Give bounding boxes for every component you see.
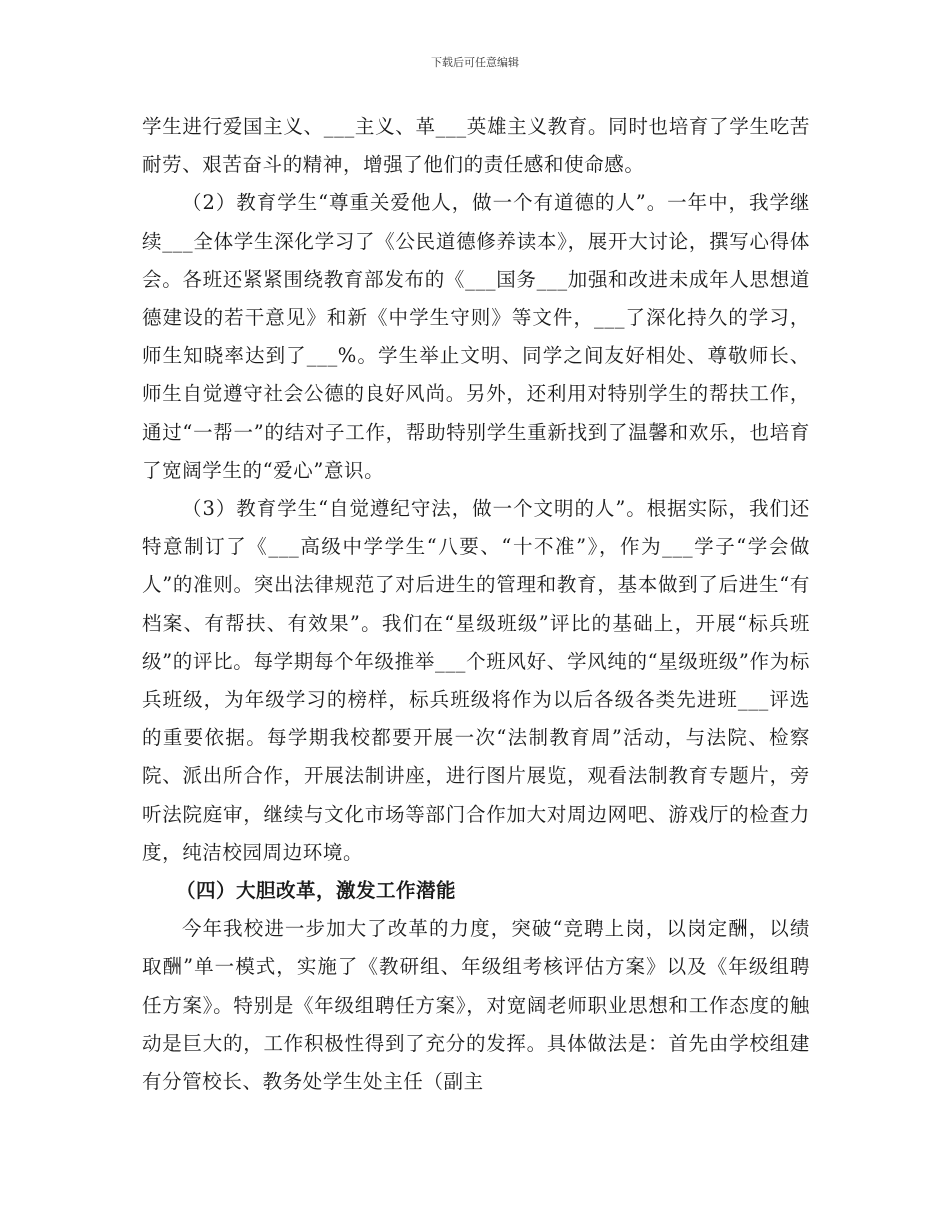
page-header: 下载后可任意编辑: [431, 56, 519, 69]
paragraph-law-education: （3）教育学生“自觉遵纪守法，做一个文明的人”。根据实际，我们还特意制订了《___高级中学学生“八要、“十不准”》，作为___学子“学会做人”的准则。突出法律规范了对后进生的管理和教育，基本做到了后进生“有档案、有帮扶、有效果”。我们在“星级班级”评比的基础上，开展“标兵班级”的评比。每学期每个年级推举___个班风好、学风纯的“星级班级”作为标兵班级，为年级学习的榜样，标兵班级将作为以后各级各类先进班___评选的重要依据。每学期我校都要开展一次“法制教育周”活动，与法院、检察院、派出所合作，开展法制讲座，进行图片展览，观看法制教育专题片，旁听法院庭审，继续与文化市场等部门合作加大对周边网吧、游戏厅的检查力度，纯洁校园周边环境。: [142, 497, 810, 864]
paragraph-reform: 今年我校进一步加大了改革的力度，突破“竞聘上岗，以岗定酬，以绩取酬”单一模式，实施了《教研组、年级组考核评估方案》以及《年级组聘任方案》。特别是《年级组聘任方案》，对宽阔老师职业思想和工作态度的触动是巨大的，工作积极性得到了充分的发挥。具体做法是：首先由学校组建有分管校长、教务处学生处主任（副主: [142, 917, 810, 1094]
section-heading-reform: （四）大胆改革，激发工作潜能: [176, 879, 457, 903]
paragraph-patriotism-education: 学生进行爱国主义、___主义、革___英雄主义教育。同时也培育了学生吃苦耐劳、艰苦奋斗的精神，增强了他们的责任感和使命感。: [142, 115, 810, 177]
document-body: [142, 108, 810, 1101]
paragraph-moral-education: （2）教育学生“尊重关爱他人，做一个有道德的人”。一年中，我学继续___全体学生深化学习了《公民道德修养读本》，展开大讨论，撰写心得体会。各班还紧紧围绕教育部发布的《___国务___加强和改进未成年人思想道德建设的若干意见》和新《中学生守则》等文件，___了深化持久的学习，师生知晓率达到了___%。学生举止文明、同学之间友好相处、尊敬师长、师生自觉遵守社会公德的良好风尚。另外，还利用对特别学生的帮扶工作，通过“一帮一”的结对子工作，帮助特别学生重新找到了温馨和欢乐，也培育了宽阔学生的“爱心”意识。: [142, 191, 810, 482]
